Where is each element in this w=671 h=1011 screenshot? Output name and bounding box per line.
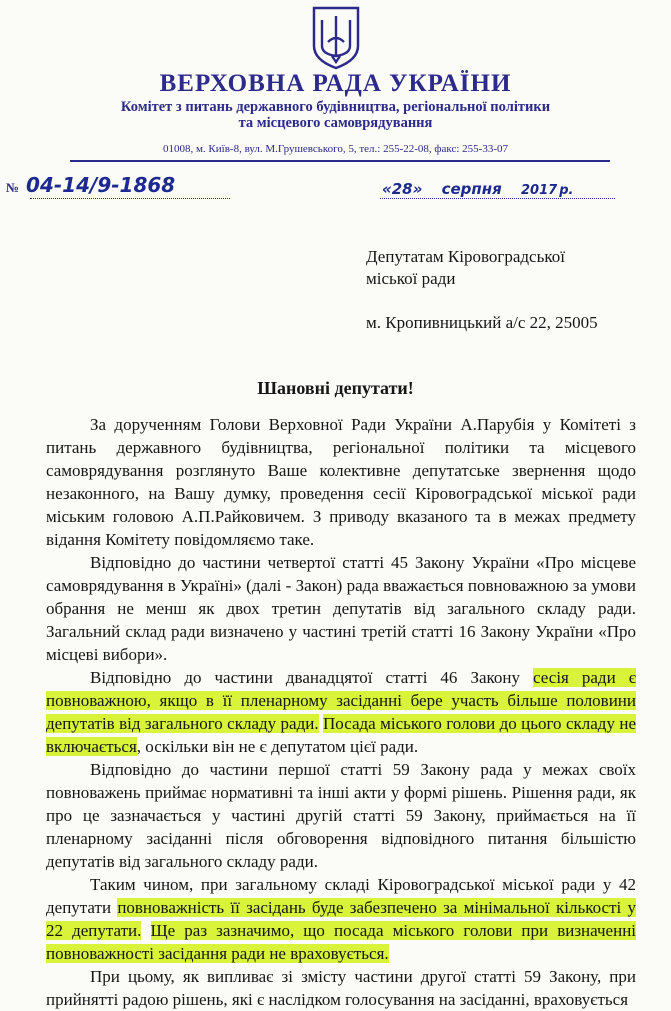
paragraph-2: Відповідно до частини четвертої статті 45 Закону України «Про місцеве самоврядування в Україні» (далі - Закон) рада вважається повноважною за умови обрання не менш як двох третин депутатів від загального складу ради. Загальний склад ради визначено у частині третій статті 16 Закону України «Про місцеві вибори».	[46, 553, 636, 664]
reference-prefix: №	[6, 180, 20, 195]
date-year-unit: р.	[559, 183, 574, 198]
date-year	[521, 183, 573, 198]
letterhead-divider	[70, 160, 610, 162]
paragraph-5	[46, 873, 636, 965]
recipient-line-1: Депутатам Кіровоградської	[366, 247, 565, 266]
recipient-line-2: міської ради	[366, 269, 456, 288]
date-month: серпня	[441, 180, 502, 198]
trident-emblem-icon	[310, 6, 362, 70]
paragraph-5-intro: Таким чином, при загальному складі Кіровоградської міської ради у 42 депутати	[46, 875, 636, 917]
reference-underline	[30, 198, 230, 199]
highlight-mayor-excluded: Посада міського голови до цього складу не включається	[46, 714, 637, 756]
reference-number	[6, 173, 175, 197]
date-year-prefix: 201	[521, 183, 549, 198]
committee-name	[0, 99, 671, 131]
recipient-address: м. Кропивницький а/с 22, 25005	[366, 313, 598, 332]
highlight-quorum: сесія ради є повноважною, якщо в її пленарному засіданні бере участь більше половини депутатів від загального складу ради.	[46, 668, 636, 733]
paragraph-6: При цьому, як випливає зі змісту частини другої статті 59 Закону, при прийнятті радою рішень, які є наслідком голосування на засіданні, враховується	[46, 967, 636, 1009]
paragraph-1: За дорученням Голови Верховної Ради України А.Парубія у Комітеті з питань державного будівництва, регіональної політики та місцевого самоврядування розглянуто Ваше колективне депутатське звернення щодо незаконного, на Вашу думку, проведення сесії Кіровоградської міської ради міським головою А.П.Райковичем. З приводу вказаного та в межах предмету відання Комітету повідомляємо таке.	[46, 415, 636, 549]
committee-line-2: та місцевого самоврядування	[238, 115, 433, 131]
highlight-mayor-not-counted: Ще раз зазначимо, що посада міського голови при визначенні повноважності засідання ради не враховується.	[46, 921, 637, 963]
recipient-block	[366, 246, 565, 290]
letter-date	[382, 180, 587, 198]
paragraph-5-space	[141, 921, 150, 940]
paragraph-4: Відповідно до частини першої статті 59 Закону рада у межах своїх повноважень приймає нормативні та інші акти у формі рішень. Рішення ради, як про це зазначається у частині другій статті 59 Закону, приймається на її пленарному засіданні після обговорення відповідного питання більшістю депутатів від загального складу ради.	[46, 760, 636, 871]
letter-body	[46, 413, 636, 1011]
date-underline	[380, 198, 615, 199]
paragraph-3-intro: Відповідно до частини дванадцятої статті 46 Закону	[90, 668, 534, 687]
greeting: Шановні депутати!	[257, 378, 414, 398]
organization-name: ВЕРХОВНА РАДА УКРАЇНИ	[159, 70, 512, 97]
paragraph-3-end: , оскільки він не є депутатом цієї ради.	[136, 737, 419, 756]
paragraph-3	[46, 666, 636, 758]
date-day: «28»	[382, 180, 423, 198]
committee-line-1: Комітет з питань державного будівництва, регіональної політики	[120, 99, 551, 115]
letterhead-address: 01008, м. Київ-8, вул. М.Грушевського, 5, тел.: 255-22-08, факс: 255-33-07	[162, 143, 509, 155]
highlight-minimum-22: повноважність її засідань буде забезпечено за мінімальної кількості у 22 депутати.	[46, 898, 636, 940]
reference-value: 04-14/9-1868	[26, 173, 176, 197]
date-year-suffix: 7	[548, 183, 558, 198]
